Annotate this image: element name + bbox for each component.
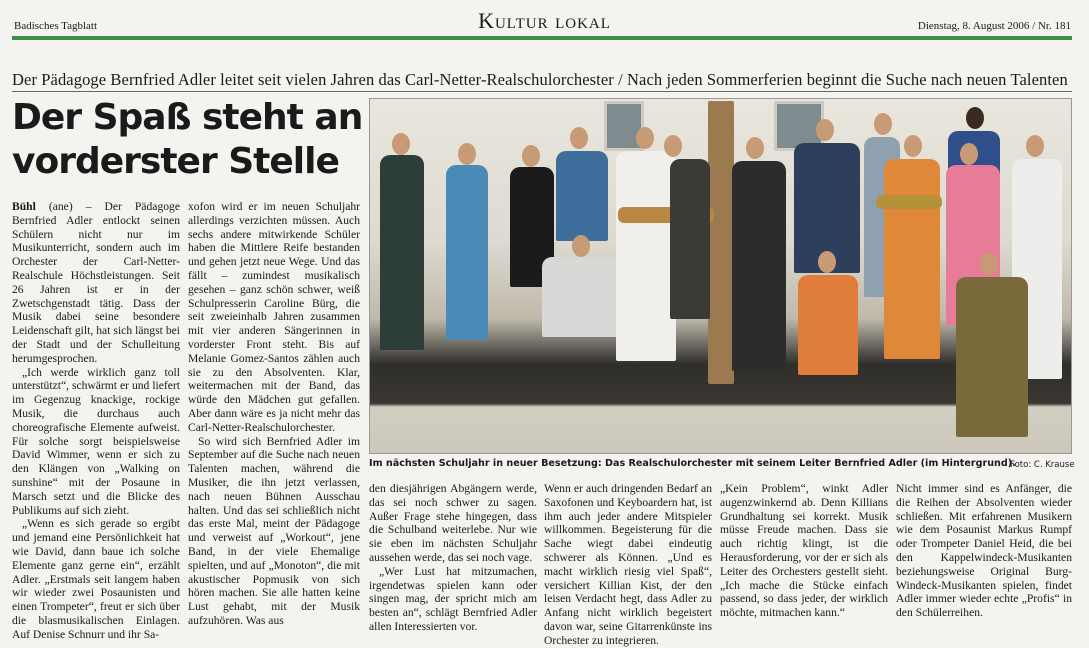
- photo-saxophone: [876, 195, 942, 209]
- photo-person-head: [980, 253, 998, 275]
- article-column-2: [188, 200, 360, 640]
- photo-person-head: [522, 145, 540, 167]
- article-column-5: [720, 482, 888, 640]
- photo-person: [798, 275, 858, 375]
- photo-person-head: [966, 107, 984, 129]
- article-dateline: Bühl: [12, 200, 36, 213]
- photo-person-head: [664, 135, 682, 157]
- photo-person-head: [636, 127, 654, 149]
- article-paragraph: „Wer Lust hat mitzumachen, irgendetwas spielen kann oder singen mag, der spricht mich am besten an“, schlägt Bernfried Adler allen Interessierten vor.: [369, 564, 537, 633]
- photo-person-head: [904, 135, 922, 157]
- photo-caption: Im nächsten Schuljahr in neuer Besetzung: Das Realschulorchester mit seinem Leiter Bernfried Adler (im Hintergrund).: [369, 458, 1016, 469]
- photo-person: [446, 165, 488, 340]
- photo-person: [616, 151, 676, 361]
- photo-person-head: [816, 119, 834, 141]
- article-byline: (ane): [48, 200, 73, 213]
- section-title: Kultur lokal: [478, 8, 611, 33]
- photo-person-head: [960, 143, 978, 165]
- article-column-4: [544, 482, 712, 647]
- section-rule: [12, 36, 1072, 40]
- photo-person: [556, 151, 608, 241]
- photo-person: [542, 257, 620, 337]
- headline-line-1: Der Spaß steht an: [12, 97, 363, 138]
- article-column-1: [12, 200, 180, 640]
- photo-credit: Foto: C. Krause: [1010, 460, 1075, 470]
- photo-person: [884, 159, 940, 359]
- photo-person-head: [874, 113, 892, 135]
- publication-name: Badisches Tagblatt: [14, 20, 98, 32]
- photo-person-head: [818, 251, 836, 273]
- article-paragraph: Nicht immer sind es Anfänger, die die Reihen der Absolventen wieder schließen. Mit erfahrenen Musikern wie dem Posaunist Markus Rumpf oder Trompeter Daniel Heid, die bei den Kappelwindeck-Musikanten beziehungsweise Original Burg-Windeck-Musikanten spielen, findet Adler immer wieder echte „Profis“ in den Schülerreihen.: [896, 482, 1072, 620]
- photo-person-head: [746, 137, 764, 159]
- photo-person-head: [572, 235, 590, 257]
- article-paragraph: [12, 200, 180, 366]
- article-paragraph: Wenn er auch dringenden Bedarf an Saxofonen und Keyboardern hat, ist ihm auch jeder andere Mitspieler willkommen. Begeisterung für die Sache wiegt dabei eindeutig schwerer als Können. „Und es macht wirklich riesig viel Spaß“, versichert Killian Kist, der den leisen Verdacht hegt, dass Adler zu Anfang nicht wirklich begeistert davon war, seine Gitarrenkünste ins Orchester zu integrieren.: [544, 482, 712, 647]
- article-paragraph: So wird sich Bernfried Adler im September auf die Suche nach neuen Talenten machen, während die Musiker, die ihn jetzt verlassen, nach neuen Bühnen Ausschau halten. Und das sei schließlich nicht das erste Mal, meint der Pädagoge und verweist auf „Workout“, jene Band, in der viele Ehemalige spielten, und auf „Monoton“, die mit akustischer Popmusik von sich hören machen. Sie alle hatten keine Lust gehabt, mit der Musik aufzuhören. Was aus: [188, 434, 360, 627]
- article-subheadline: Der Pädagoge Bernfried Adler leitet seit vielen Jahren das Carl-Netter-Realschulorchester / Nach jeden Sommerferien beginnt die Suche nach neuen Talenten: [12, 70, 1068, 89]
- photo-person-head: [392, 133, 410, 155]
- article-text: – Der Pädagoge Bernfried Adler entlockt seinen Schülern nicht nur im Musikunterricht, sondern auch im Orchester der Carl-Netter-Realschule Höchstleistungen. Seit 26 Jahren ist er in der Zwetschgenstadt tätig. Dass der Musik dabei seine besondere Leidenschaft gilt, hat sich längst bei der Stadt und der Schulleitung herumgesprochen.: [12, 200, 180, 365]
- subheadline-rule: [12, 91, 1072, 92]
- photo-person-head: [1026, 135, 1044, 157]
- article-column-6: [896, 482, 1072, 640]
- article-column-3: [369, 482, 537, 640]
- issue-date: Dienstag, 8. August 2006 / Nr. 181: [917, 20, 1071, 32]
- photo-person: [732, 161, 786, 371]
- headline-line-2: vorderster Stelle: [12, 141, 339, 182]
- photo-bamboo-pole: [708, 101, 734, 384]
- photo-person-head: [458, 143, 476, 165]
- article-paragraph: „Wenn es sich gerade so ergibt und jemand eine Persönlichkeit hat wie David, dann baue ich solche Elemente ganz gerne ein“, erzählt Adler. „Erstmals seit langem haben wir wieder zwei Posaunisten und einen Trompeter“, freut er sich über die blasmusikalischen Einlagen. Auf Denise Schnurr und ihr Sa-: [12, 517, 180, 641]
- photo-person-head: [570, 127, 588, 149]
- article-paragraph: „Ich werde wirklich ganz toll unterstützt“, schwärmt er und liefert im Gegenzug knackige, rockige Musik, die durchaus auch choreografische Elemente aufweist. Für solche sorgt beispielsweise David Wimmer, wenn er sich zu den Klängen von „Walking on sunshine“ mit der Posaune in Marsch setzt und die Blicke des Publikums auf sich zieht.: [12, 365, 180, 517]
- article-paragraph: xofon wird er im neuen Schuljahr allerdings verzichten müssen. Auch sechs andere mitwirkende Schüler haben die Mittlere Reife bestanden und gehen jetzt neue Wege. Und das fällt – zumindest musikalisch gesehen – ganz schön schwer, weiß Schulpresserin Caroline Bürg, die seit zweieinhalb Jahren zusammen mit vier anderen Sängerinnen in vorderster Front steht. Bis auf Melanie Gomez-Santos zählen auch sie zu den Absolventen. Klar, weitermachen mit der Band, das würde den Mädchen gut gefallen. Aber dann wäre es ja nicht mehr das Carl-Netter-Realschulorchester.: [188, 200, 360, 434]
- photo-person: [380, 155, 424, 350]
- photo-person: [670, 159, 710, 319]
- article-photo: [369, 98, 1072, 454]
- article-paragraph: „Kein Problem“, winkt Adler augenzwinkernd ab. Denn Killians Grundhaltung sei korrekt. Musik müsse Freude machen. Dass sie auch richtig klingt, ist die Herausforderung, vor der er sich als Leiter des Orchesters gestellt sieht. „Ich mache die Stücke einfach passend, so dass jeder, der wirklich möchte, mitmachen kann.“: [720, 482, 888, 620]
- article-headline: [12, 96, 372, 184]
- article-paragraph: den diesjährigen Abgängern werde, das sei noch schwer zu sagen. Außer Frage stehe hingegen, dass die Schulband weiterlebe. Nur wie sie eben im nächsten Schuljahr aussehen werde, das sei noch vage.: [369, 482, 537, 564]
- photo-person: [956, 277, 1028, 437]
